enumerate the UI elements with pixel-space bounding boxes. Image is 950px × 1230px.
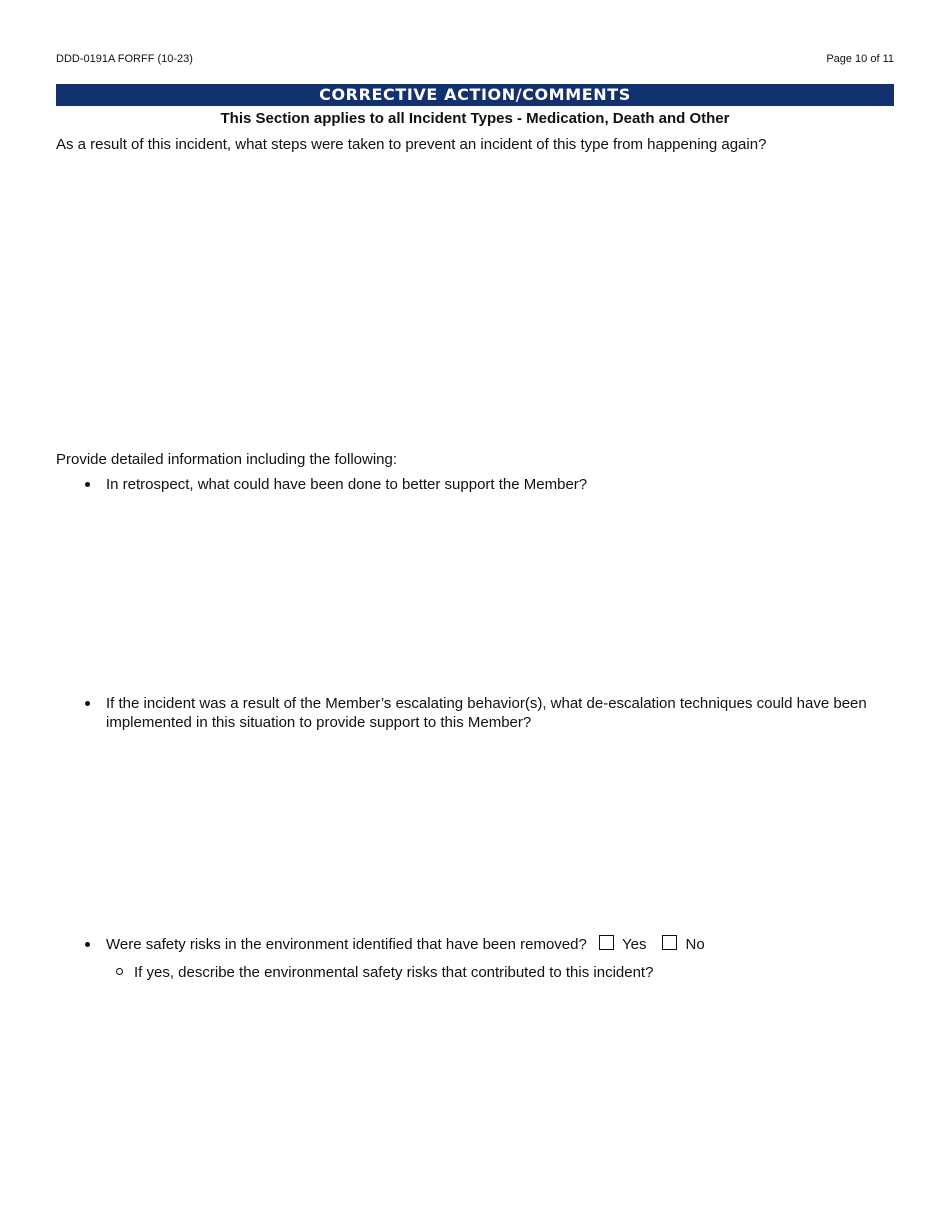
prevention-question: As a result of this incident, what steps were taken to prevent an incident of this type from happening again? [56,136,767,153]
environment-followup-item [134,963,874,982]
environment-response-field[interactable] [56,990,894,1190]
section-title-banner: CORRECTIVE ACTION/COMMENTS [56,84,894,106]
safety-risks-question: Were safety risks in the environment identified that have been removed? [106,936,587,953]
environment-followup-question: If yes, describe the environmental safety risks that contributed to this incident? [134,964,654,981]
prevention-response-field[interactable] [56,160,894,440]
retrospect-response-field[interactable] [56,500,894,685]
deescalation-question: If the incident was a result of the Member’s escalating behavior(s), what de-escalation techniques could have been implemented in this situation to provide support to this Member? [106,695,867,731]
deescalation-response-field[interactable] [56,738,894,926]
safety-no-checkbox[interactable] [662,935,677,950]
safety-risks-question-item [106,935,896,954]
safety-risks-options [599,935,705,954]
form-code: DDD-0191A FORFF (10-23) [56,53,193,65]
safety-yes-label: Yes [622,936,647,953]
bullet-icon [85,942,90,947]
section-subtitle: This Section applies to all Incident Types - Medication, Death and Other [220,110,730,127]
sub-bullet-icon [116,968,123,975]
page-number: Page 10 of 11 [826,53,894,65]
detail-intro-text: Provide detailed information including the following: [56,451,398,468]
bullet-icon [85,701,90,706]
retrospect-question: In retrospect, what could have been done to better support the Member? [106,476,588,493]
bullet-icon [85,482,90,487]
retrospect-question-item [106,475,876,494]
safety-yes-checkbox[interactable] [599,935,614,950]
safety-no-label: No [685,936,705,953]
deescalation-question-item [106,694,876,732]
